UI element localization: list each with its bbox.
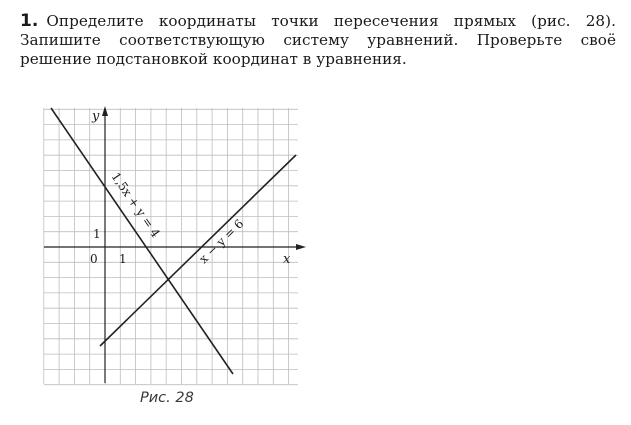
x-axis (44, 244, 306, 250)
axis-y-label: y (92, 109, 100, 124)
axis-x-label: x (283, 252, 291, 267)
origin-label: 0 (90, 252, 98, 266)
line-1-5x-plus-y-equals-4 (51, 108, 233, 374)
problem-number: 1. (20, 11, 39, 31)
coordinate-plane (34, 98, 324, 388)
line-1-label: 1,5x + y = 4 (108, 169, 163, 241)
line-2-label: x − y = 6 (196, 216, 247, 267)
tick-y-label: 1 (93, 227, 101, 241)
problem-statement (20, 12, 616, 69)
figure-caption: Рис. 28 (140, 390, 194, 406)
problem-text: Определите координаты точки пересечения прямых (рис. 28). Запишите соответствующую систему уравнений. Проверьте своё решение подстановкой координат в уравнения. (20, 12, 616, 68)
tick-x-label: 1 (119, 252, 127, 266)
coordinate-plane-figure (34, 98, 324, 388)
grid (44, 108, 298, 385)
